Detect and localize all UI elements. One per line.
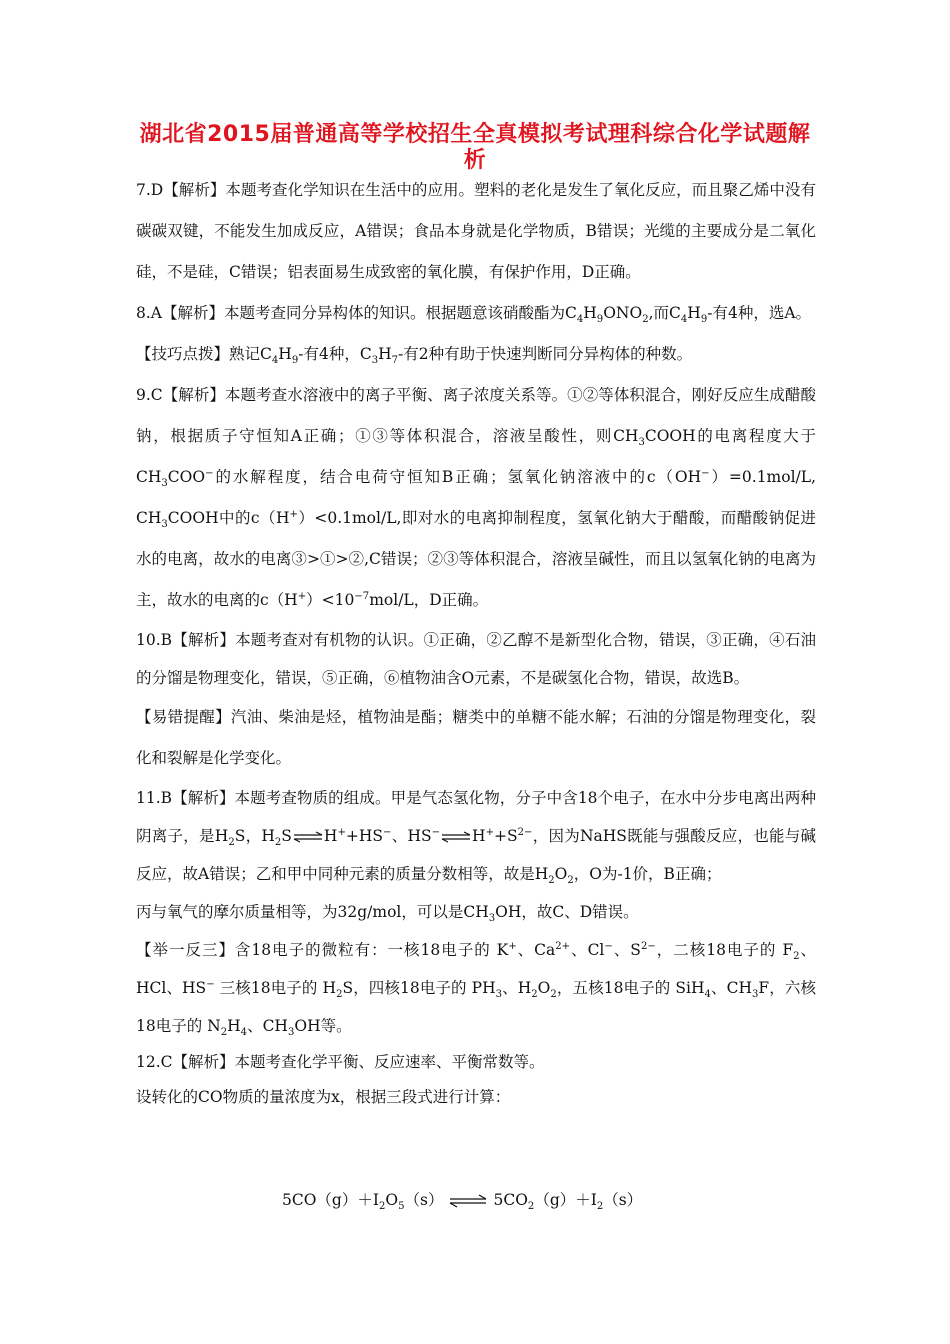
equilibrium-arrow-icon [441,831,471,843]
answer-9: 9.C【解析】本题考查水溶液中的离子平衡、离子浓度关系等。①②等体积混合，刚好反应生成醋酸钠，根据质子守恒知A正确；①③等体积混合，溶液呈酸性，则$CH_3COOH$的电离程度大于$CH_3COO^-$的水解程度，结合电荷守恒知B正确；氢氧化钠溶液中的c（OH−）=0.1mol/L, $CH_3COOH$中的c（H+）<0.1mol/L,即对水的电离抑制程度，氢氧化钠大于醋酸，而醋酸钠促进水的电离，故水的电离③>①>②,C错误；②③等体积混合，溶液呈碱性，而且以氢氧化钠的电离为主，故水的电离的$c(H^+)<10^{-7}mol/L$，D正确。 [136,386,816,609]
document-title: 湖北省2015届普通高等学校招生全真模拟考试理科综合化学试题解析 [139,122,811,173]
reaction-equation: $5CO(g)+I_2O_5(s)$ $5CO_2(g)+I_2(s)$ [282,1191,643,1213]
answer-12: 12.C【解析】本题考查化学平衡、反应速率、平衡常数等。 设转化的CO物质的量浓度为x，根据三段式进行计算： [136,1053,545,1106]
error-warning: 【易错提醒】汽油、柴油是烃，植物油是酯；糖类中的单糖不能水解；石油的分馏是物理变化，裂化和裂解是化学变化。 [136,708,816,767]
answer-8: 8.A【解析】本题考查同分异构体的知识。根据题意该硝酸酯为$C_4H_9ONO_2$,而$C_4H_9-$有4种，选A。 [136,304,812,326]
equilibrium-arrow-icon [449,1194,487,1208]
answer-7: 7.D【解析】本题考查化学知识在生活中的应用。塑料的老化是发生了氧化反应，而且聚乙烯中没有碳碳双键，不能发生加成反应，A错误；食品本身就是化学物质，B错误；光缆的主要成分是二氧化硅，不是硅，C错误；铝表面易生成致密的氧化膜，有保护作用，D正确。 [136,181,816,281]
equilibrium-arrow-icon [293,831,323,843]
extension-note: 【举一反三】含18电子的微粒有：一核18电子的 K+、$Ca^{2+}$、Cl−、$S^{2-}$，二核18电子的 $F_2$、HCl、HS− 三核18电子的 $H_2S$，四核18电子的 $PH_3$、$H_2O_2$，五核18电子的 SiH$_4$、$CH_3F$，六核18电子的 $N_2H_4$、$CH_3OH$等。 [136,940,816,1039]
document-body [136,170,816,1115]
answer-10: 10.B【解析】本题考查对有机物的认识。①正确，②乙醇不是新型化合物，错误，③正确，④石油的分馏是物理变化，错误，⑤正确，⑥植物油含O元素，不是碳氢化合物，错误，故选B。 [136,631,816,687]
skill-tip: 【技巧点拨】熟记$C_4H_9-$有4种，$C_3H_7-$有2种有助于快速判断同分异构体的种数。 [136,345,693,367]
answer-11: 11.B【解析】本题考查物质的组成。甲是气态氢化物，分子中含18个电子，在水中分步电离出两种阴离子，是$H_2S$，$H_2S$ H++HS−、HS− $H^++S^{2-}$，因为NaHS既能与强酸反应，也能与碱反应，故A错误；乙和甲中同种元素的质量分数相等，故是$H_2O_2$，O为-1价，B正确； 丙与氧气的摩尔质量相等，为32g/mol，可以是$CH_3OH$，故C、D错误。 [136,789,816,925]
